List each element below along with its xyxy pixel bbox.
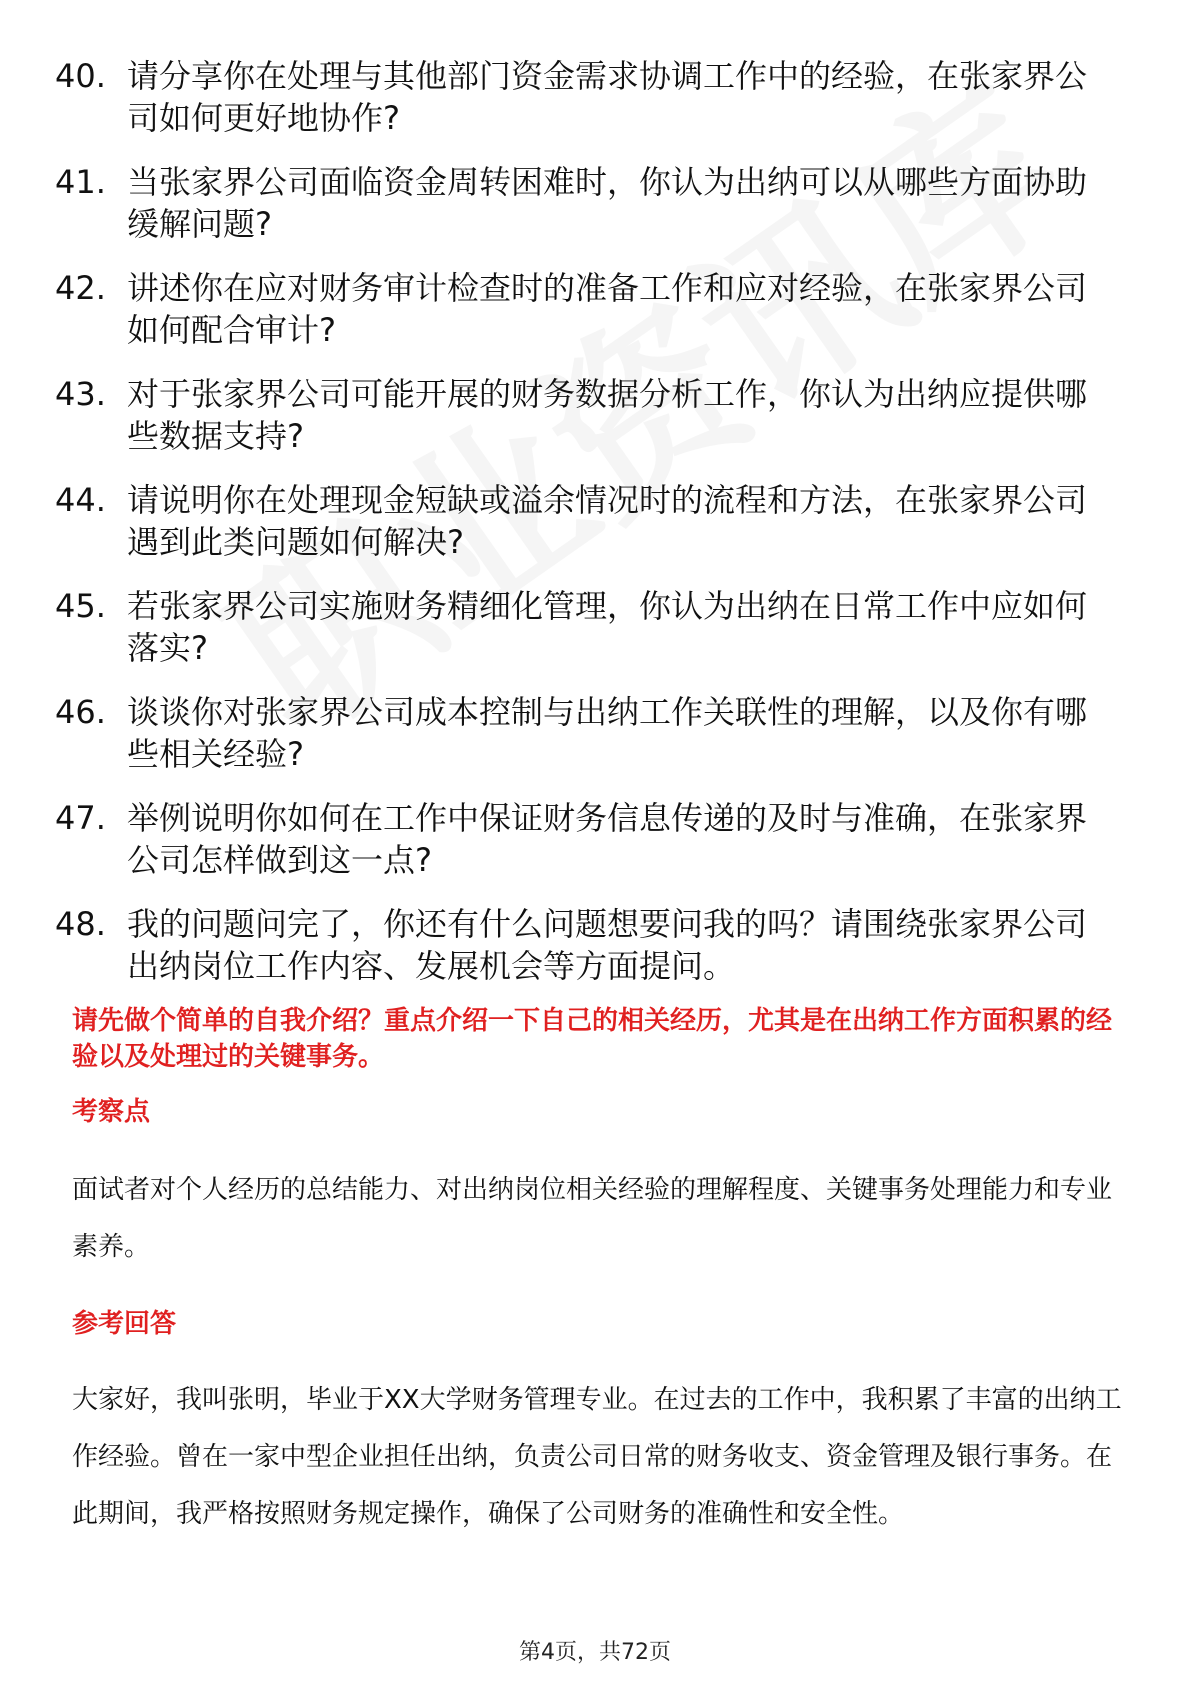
question-number: 42.	[55, 269, 106, 307]
list-item	[55, 585, 1135, 669]
question-number: 44.	[55, 481, 106, 519]
list-item	[55, 55, 1135, 139]
question-text: 讲述你在应对财务审计检查时的准备工作和应对经验，在张家界公司如何配合审计?	[127, 269, 1088, 349]
question-text: 请分享你在处理与其他部门资金需求协调工作中的经验，在张家界公司如何更好地协作?	[127, 57, 1088, 137]
list-item	[55, 161, 1135, 245]
question-text: 我的问题问完了，你还有什么问题想要问我的吗？请围绕张家界公司出纳岗位工作内容、发展机会等方面提问。	[127, 905, 1088, 985]
list-item	[55, 797, 1135, 881]
highlight-question: 请先做个简单的自我介绍？重点介绍一下自己的相关经历，尤其是在出纳工作方面积累的经验以及处理过的关键事务。	[72, 1006, 1113, 1072]
question-number: 45.	[55, 587, 106, 625]
question-number: 47.	[55, 799, 106, 837]
exam-point-heading: 考察点	[72, 1097, 151, 1127]
list-item	[55, 373, 1135, 457]
question-list	[55, 55, 1135, 1009]
question-number: 48.	[55, 905, 106, 943]
question-number: 41.	[55, 163, 106, 201]
exam-point-text: 面试者对个人经历的总结能力、对出纳岗位相关经验的理解程度、关键事务处理能力和专业素养。	[72, 1175, 1113, 1262]
list-item	[55, 479, 1135, 563]
question-number: 43.	[55, 375, 106, 413]
page-footer: 第4页，共72页	[519, 1640, 671, 1665]
list-item	[55, 267, 1135, 351]
question-number: 40.	[55, 57, 106, 95]
list-item	[55, 903, 1135, 987]
question-text: 若张家界公司实施财务精细化管理，你认为出纳在日常工作中应如何落实?	[127, 587, 1088, 667]
list-item	[55, 691, 1135, 775]
question-text: 举例说明你如何在工作中保证财务信息传递的及时与准确，在张家界公司怎样做到这一点?	[127, 799, 1088, 879]
question-number: 46.	[55, 693, 106, 731]
question-text: 谈谈你对张家界公司成本控制与出纳工作关联性的理解，以及你有哪些相关经验?	[127, 693, 1088, 773]
reference-answer-text: 大家好，我叫张明，毕业于XX大学财务管理专业。在过去的工作中，我积累了丰富的出纳工作经验。曾在一家中型企业担任出纳，负责公司日常的财务收支、资金管理及银行事务。在此期间，我严格按照财务规定操作，确保了公司财务的准确性和安全性。	[72, 1385, 1122, 1529]
question-text: 请说明你在处理现金短缺或溢余情况时的流程和方法，在张家界公司遇到此类问题如何解决?	[127, 481, 1088, 561]
reference-answer-heading: 参考回答	[72, 1309, 177, 1339]
question-text: 当张家界公司面临资金周转困难时，你认为出纳可以从哪些方面协助缓解问题?	[127, 163, 1088, 243]
question-text: 对于张家界公司可能开展的财务数据分析工作，你认为出纳应提供哪些数据支持?	[127, 375, 1088, 455]
